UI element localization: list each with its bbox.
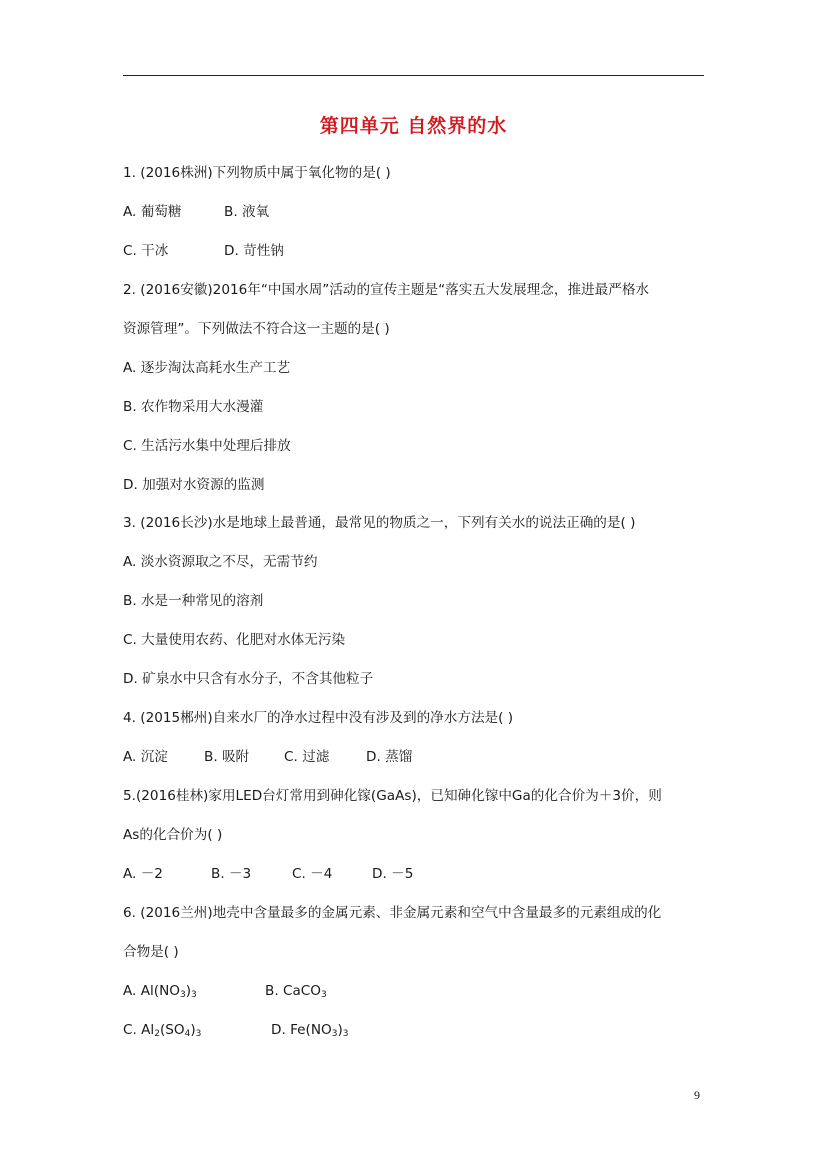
q4-option-b: B. 吸附 — [204, 749, 250, 765]
q6-option-a: A. $Al(NO_3)_3$ — [123, 983, 197, 1000]
question-6-stem-line-2: 合物是( ) — [123, 944, 179, 960]
q2-option-d: D. 加强对水资源的监测 — [123, 477, 265, 493]
question-2-stem-line-1: 2. (2016安徽)2016年“中国水周”活动的宣传主题是“落实五大发展理念，推进最严格水 — [123, 282, 650, 298]
q4-option-a: A. 沉淀 — [123, 749, 168, 765]
q3-option-c: C. 大量使用农药、化肥对水体无污染 — [123, 632, 346, 648]
q4-option-c: C. 过滤 — [284, 749, 330, 765]
q5-option-d: D. －5 — [372, 866, 414, 882]
q1-option-b: B. 液氧 — [224, 204, 270, 220]
page-title: 第四单元 自然界的水 — [319, 115, 508, 137]
q6-option-d: D. $Fe(NO_3)_3$ — [271, 1022, 349, 1039]
header-rule — [123, 75, 704, 76]
q6-option-b: B. CaCO$_3$ — [265, 983, 327, 1000]
q5-option-c: C. －4 — [292, 866, 333, 882]
q5-option-b: B. －3 — [211, 866, 252, 882]
page-number: 9 — [694, 1088, 700, 1102]
question-5-stem-line-1: 5.(2016桂林)家用LED台灯常用到砷化镓(GaAs)，已知砷化镓中Ga的化合价为＋3价，则 — [123, 788, 662, 804]
question-1-stem: 1. (2016株洲)下列物质中属于氧化物的是( ) — [123, 165, 391, 181]
q3-option-a: A. 淡水资源取之不尽，无需节约 — [123, 554, 318, 570]
q2-option-c: C. 生活污水集中处理后排放 — [123, 438, 291, 454]
q1-option-d: D. 苛性钠 — [224, 243, 284, 259]
q2-option-b: B. 农作物采用大水漫灌 — [123, 399, 264, 415]
question-6-stem-line-1: 6. (2016兰州)地壳中含量最多的金属元素、非金属元素和空气中含量最多的元素组成的化 — [123, 905, 662, 921]
q5-option-a: A. －2 — [123, 866, 163, 882]
question-2-stem-line-2: 资源管理”。下列做法不符合这一主题的是( ) — [123, 321, 390, 337]
q3-option-d: D. 矿泉水中只含有水分子，不含其他粒子 — [123, 671, 374, 687]
q3-option-b: B. 水是一种常见的溶剂 — [123, 593, 264, 609]
q6-option-c: C. $Al_2(SO_4)_3$ — [123, 1022, 202, 1039]
question-4-stem: 4. (2015郴州)自来水厂的净水过程中没有涉及到的净水方法是( ) — [123, 710, 514, 726]
question-3-stem: 3. (2016长沙)水是地球上最普通，最常见的物质之一，下列有关水的说法正确的是( ) — [123, 515, 636, 531]
q1-option-a: A. 葡萄糖 — [123, 204, 182, 220]
q1-option-c: C. 干冰 — [123, 243, 169, 259]
q2-option-a: A. 逐步淘汰高耗水生产工艺 — [123, 360, 291, 376]
question-5-stem-line-2: As的化合价为( ) — [123, 827, 223, 843]
q4-option-d: D. 蒸馏 — [366, 749, 413, 765]
